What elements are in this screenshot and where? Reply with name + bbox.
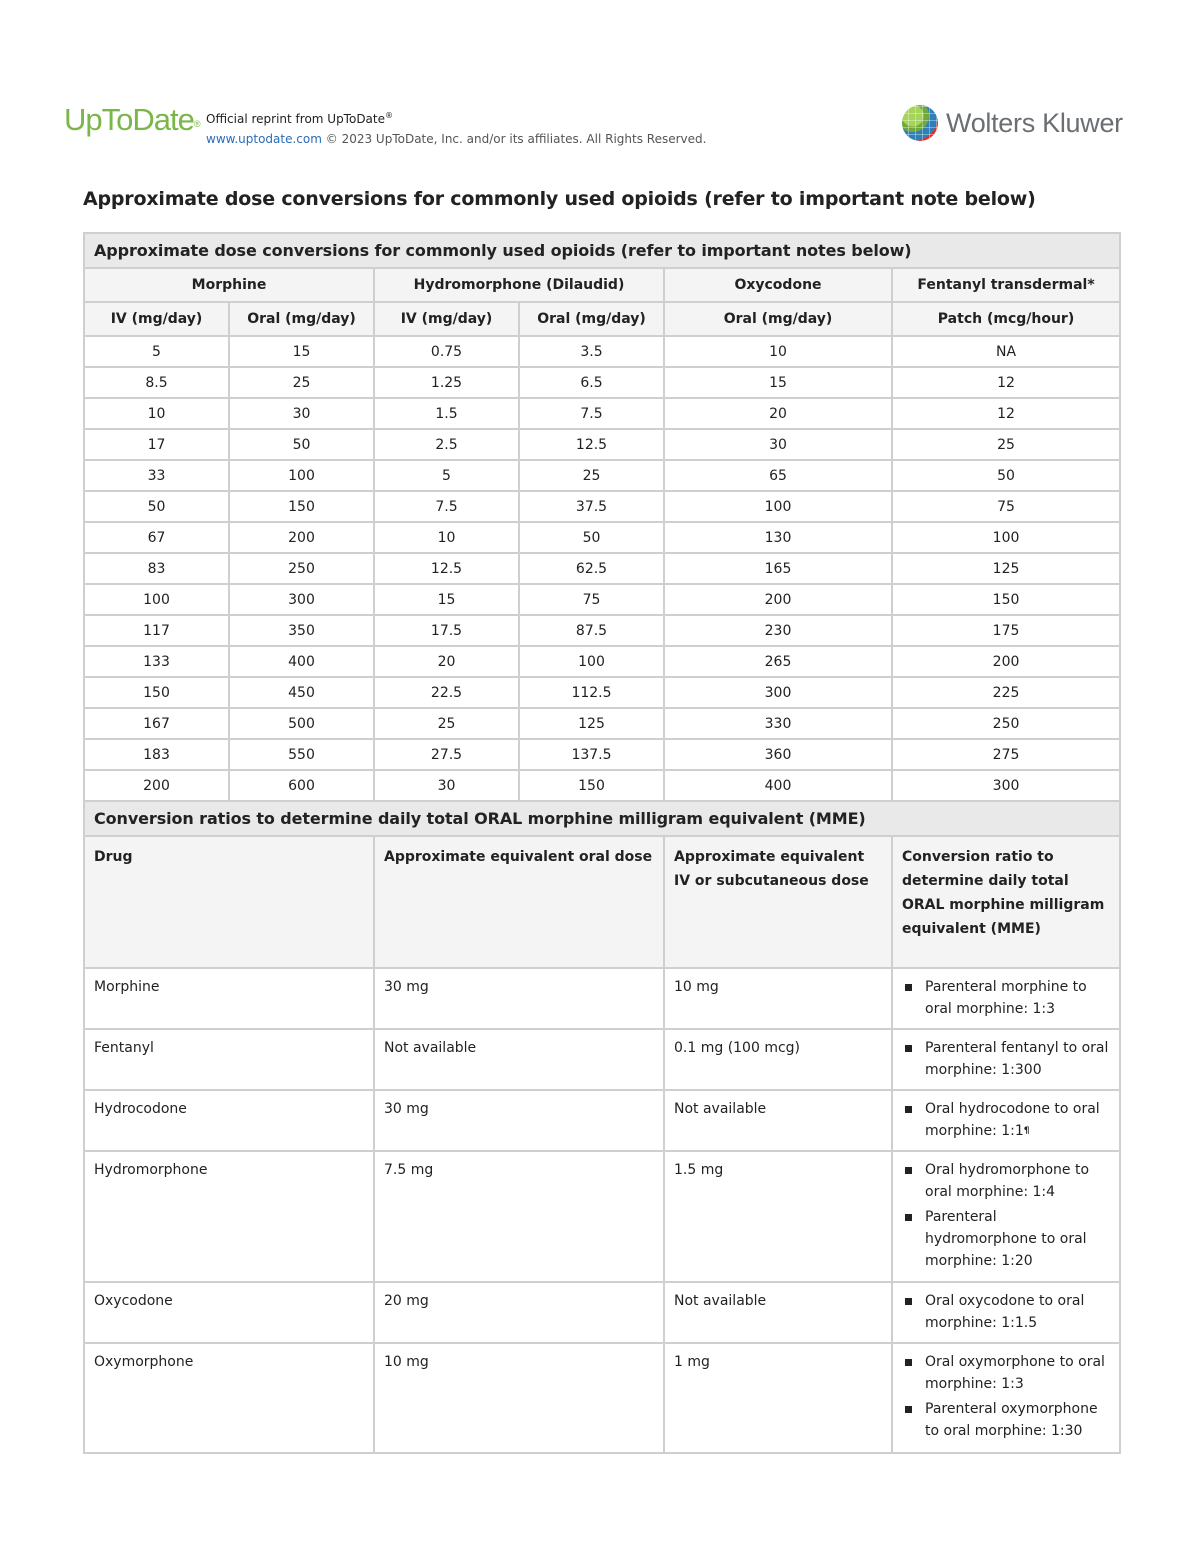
- table-cell: 1.25: [374, 367, 519, 398]
- ratio-list-item: [902, 1351, 1110, 1395]
- conversion-ratio-cell: [892, 1090, 1120, 1151]
- uptodate-link[interactable]: www.uptodate.com: [206, 132, 322, 146]
- table-row: [84, 1151, 1120, 1282]
- table-cell: 125: [892, 553, 1120, 584]
- table-cell: 175: [892, 615, 1120, 646]
- table-row: [84, 1282, 1120, 1343]
- column-header-oral-dose: Approximate equivalent oral dose: [374, 836, 664, 968]
- group-header: Fentanyl transdermal*: [892, 268, 1120, 302]
- table-cell: 17: [84, 429, 229, 460]
- table-cell: 10: [374, 522, 519, 553]
- table-row: [84, 398, 1120, 429]
- iv-dose-cell: 1.5 mg: [664, 1151, 892, 1282]
- table-cell: 100: [664, 491, 892, 522]
- iv-dose-cell: 0.1 mg (100 mcg): [664, 1029, 892, 1090]
- column-header: Oral (mg/day): [664, 302, 892, 336]
- reprint-notice: [206, 106, 706, 149]
- table-cell: 200: [664, 584, 892, 615]
- oral-dose-cell: 7.5 mg: [374, 1151, 664, 1282]
- table-cell: 150: [84, 677, 229, 708]
- table-row: [84, 739, 1120, 770]
- table-cell: 30: [229, 398, 374, 429]
- iv-dose-cell: 1 mg: [664, 1343, 892, 1453]
- table-cell: 67: [84, 522, 229, 553]
- table-cell: 112.5: [519, 677, 664, 708]
- table-cell: 165: [664, 553, 892, 584]
- column-header: IV (mg/day): [84, 302, 229, 336]
- ratio-text: Parenteral hydromorphone to oral morphine: 1:20: [925, 1209, 1087, 1269]
- ratio-list: [902, 1290, 1110, 1334]
- table-cell: 200: [229, 522, 374, 553]
- reprint-mark: ®: [385, 111, 393, 120]
- conversion-ratio-cell: [892, 968, 1120, 1029]
- ratio-list: [902, 1098, 1110, 1142]
- iv-dose-cell: 10 mg: [664, 968, 892, 1029]
- table-cell: 500: [229, 708, 374, 739]
- table-cell: 87.5: [519, 615, 664, 646]
- wolters-kluwer-logo: [902, 105, 1123, 141]
- ratio-list-item: [902, 1159, 1110, 1203]
- table-row: [84, 429, 1120, 460]
- table-row: [84, 584, 1120, 615]
- table-cell: 83: [84, 553, 229, 584]
- column-header-drug: Drug: [84, 836, 374, 968]
- publisher-name: Wolters Kluwer: [946, 107, 1123, 138]
- table-cell: 20: [664, 398, 892, 429]
- table-cell: NA: [892, 336, 1120, 367]
- ratio-text: Parenteral morphine to oral morphine: 1:3: [925, 979, 1087, 1017]
- oral-dose-cell: 10 mg: [374, 1343, 664, 1453]
- table-cell: 117: [84, 615, 229, 646]
- table-row: [84, 646, 1120, 677]
- wolters-kluwer-globe-icon: [902, 105, 938, 141]
- copyright-text: © 2023 UpToDate, Inc. and/or its affiliates. All Rights Reserved.: [325, 132, 707, 146]
- table-row: [84, 677, 1120, 708]
- table-cell: 17.5: [374, 615, 519, 646]
- ratio-list-item: [902, 1098, 1110, 1142]
- table-row: [84, 770, 1120, 801]
- table-cell: 12.5: [374, 553, 519, 584]
- table-cell: 150: [519, 770, 664, 801]
- table-cell: 250: [892, 708, 1120, 739]
- ratio-list-item: [902, 1206, 1110, 1272]
- table-cell: 167: [84, 708, 229, 739]
- footnote-mark: ¶: [1023, 1126, 1030, 1136]
- table-cell: 30: [664, 429, 892, 460]
- drug-name-cell: Morphine: [84, 968, 374, 1029]
- table-row: [84, 553, 1120, 584]
- table-cell: 265: [664, 646, 892, 677]
- oral-dose-cell: 20 mg: [374, 1282, 664, 1343]
- table-cell: 30: [374, 770, 519, 801]
- table-cell: 65: [664, 460, 892, 491]
- table-cell: 300: [664, 677, 892, 708]
- drug-name-cell: Hydromorphone: [84, 1151, 374, 1282]
- table-cell: 183: [84, 739, 229, 770]
- table-row: [84, 968, 1120, 1029]
- table-cell: 75: [892, 491, 1120, 522]
- ratio-text: Oral oxymorphone to oral morphine: 1:3: [925, 1354, 1105, 1392]
- table-cell: 100: [892, 522, 1120, 553]
- uptodate-logo: [64, 100, 201, 140]
- table-cell: 350: [229, 615, 374, 646]
- table-cell: 100: [229, 460, 374, 491]
- table1-section-title: Approximate dose conversions for commonly used opioids (refer to important notes below): [84, 233, 1120, 268]
- table-row: [84, 522, 1120, 553]
- ratio-list-item: [902, 1398, 1110, 1442]
- page-title: Approximate dose conversions for commonly used opioids (refer to important note below): [83, 188, 1036, 210]
- ratio-list-item: [902, 976, 1110, 1020]
- table-cell: 550: [229, 739, 374, 770]
- table-cell: 300: [229, 584, 374, 615]
- table-cell: 7.5: [519, 398, 664, 429]
- table-row: [84, 1029, 1120, 1090]
- table-cell: 50: [229, 429, 374, 460]
- table-cell: 330: [664, 708, 892, 739]
- table-cell: 7.5: [374, 491, 519, 522]
- column-header: IV (mg/day): [374, 302, 519, 336]
- oral-dose-cell: Not available: [374, 1029, 664, 1090]
- table-row: [84, 336, 1120, 367]
- table-cell: 25: [229, 367, 374, 398]
- table-cell: 3.5: [519, 336, 664, 367]
- table-cell: 133: [84, 646, 229, 677]
- ratio-text: Oral oxycodone to oral morphine: 1:1.5: [925, 1293, 1085, 1331]
- table-cell: 75: [519, 584, 664, 615]
- conversion-ratio-cell: [892, 1282, 1120, 1343]
- table-cell: 20: [374, 646, 519, 677]
- table-cell: 200: [892, 646, 1120, 677]
- table-cell: 12: [892, 398, 1120, 429]
- table-cell: 150: [892, 584, 1120, 615]
- ratio-list: [902, 1037, 1110, 1081]
- table-cell: 8.5: [84, 367, 229, 398]
- table-cell: 22.5: [374, 677, 519, 708]
- table-cell: 25: [892, 429, 1120, 460]
- table-row: [84, 615, 1120, 646]
- table-cell: 250: [229, 553, 374, 584]
- table-cell: 50: [519, 522, 664, 553]
- table-cell: 130: [664, 522, 892, 553]
- table-cell: 33: [84, 460, 229, 491]
- ratio-text: Oral hydrocodone to oral morphine: 1:1: [925, 1101, 1100, 1139]
- table-row: [84, 708, 1120, 739]
- table-cell: 15: [229, 336, 374, 367]
- ratio-text: Parenteral fentanyl to oral morphine: 1:300: [925, 1040, 1109, 1078]
- table-cell: 10: [84, 398, 229, 429]
- group-header: Oxycodone: [664, 268, 892, 302]
- table-cell: 400: [229, 646, 374, 677]
- brand-mark: ®: [193, 119, 201, 129]
- ratio-text: Parenteral oxymorphone to oral morphine: 1:30: [925, 1401, 1098, 1439]
- table-cell: 25: [519, 460, 664, 491]
- table-cell: 37.5: [519, 491, 664, 522]
- table-row: [84, 1090, 1120, 1151]
- column-header: Oral (mg/day): [519, 302, 664, 336]
- conversion-ratio-cell: [892, 1343, 1120, 1453]
- table-cell: 100: [84, 584, 229, 615]
- column-header: Oral (mg/day): [229, 302, 374, 336]
- table-cell: 125: [519, 708, 664, 739]
- opioid-conversion-table: [83, 232, 1121, 1454]
- table-row: [84, 460, 1120, 491]
- table-cell: 50: [84, 491, 229, 522]
- ratio-list-item: [902, 1290, 1110, 1334]
- table-row: [84, 1343, 1120, 1453]
- ratio-text: Oral hydromorphone to oral morphine: 1:4: [925, 1162, 1090, 1200]
- ratio-list-item: [902, 1037, 1110, 1081]
- table-cell: 5: [374, 460, 519, 491]
- table-cell: 5: [84, 336, 229, 367]
- ratio-list: [902, 1159, 1110, 1272]
- conversion-ratio-cell: [892, 1151, 1120, 1282]
- column-header-conversion-ratio: Conversion ratio to determine daily total ORAL morphine milligram equivalent (MME): [892, 836, 1120, 968]
- iv-dose-cell: Not available: [664, 1090, 892, 1151]
- table-row: [84, 367, 1120, 398]
- table-cell: 15: [664, 367, 892, 398]
- oral-dose-cell: 30 mg: [374, 1090, 664, 1151]
- table-cell: 50: [892, 460, 1120, 491]
- table-cell: 225: [892, 677, 1120, 708]
- conversion-ratio-cell: [892, 1029, 1120, 1090]
- table-cell: 12.5: [519, 429, 664, 460]
- reprint-line: Official reprint from UpToDate: [206, 112, 385, 126]
- group-header: Hydromorphone (Dilaudid): [374, 268, 664, 302]
- table-cell: 2.5: [374, 429, 519, 460]
- table2-section-title: Conversion ratios to determine daily total ORAL morphine milligram equivalent (MME): [84, 801, 1120, 836]
- oral-dose-cell: 30 mg: [374, 968, 664, 1029]
- table-cell: 0.75: [374, 336, 519, 367]
- table-cell: 230: [664, 615, 892, 646]
- group-header: Morphine: [84, 268, 374, 302]
- column-header: Patch (mcg/hour): [892, 302, 1120, 336]
- table-cell: 450: [229, 677, 374, 708]
- table-cell: 27.5: [374, 739, 519, 770]
- column-header-iv-dose: Approximate equivalent IV or subcutaneous dose: [664, 836, 892, 968]
- table-cell: 600: [229, 770, 374, 801]
- drug-name-cell: Hydrocodone: [84, 1090, 374, 1151]
- ratio-list: [902, 976, 1110, 1020]
- ratio-list: [902, 1351, 1110, 1442]
- table-cell: 25: [374, 708, 519, 739]
- table-cell: 275: [892, 739, 1120, 770]
- table-cell: 400: [664, 770, 892, 801]
- table-cell: 100: [519, 646, 664, 677]
- drug-name-cell: Fentanyl: [84, 1029, 374, 1090]
- brand-name: UpToDate: [64, 102, 194, 137]
- table-cell: 150: [229, 491, 374, 522]
- table-cell: 360: [664, 739, 892, 770]
- table-cell: 137.5: [519, 739, 664, 770]
- table-cell: 1.5: [374, 398, 519, 429]
- table-cell: 10: [664, 336, 892, 367]
- drug-name-cell: Oxycodone: [84, 1282, 374, 1343]
- table-cell: 300: [892, 770, 1120, 801]
- table-cell: 62.5: [519, 553, 664, 584]
- drug-name-cell: Oxymorphone: [84, 1343, 374, 1453]
- table-row: [84, 491, 1120, 522]
- iv-dose-cell: Not available: [664, 1282, 892, 1343]
- table-cell: 15: [374, 584, 519, 615]
- table-cell: 200: [84, 770, 229, 801]
- table-cell: 6.5: [519, 367, 664, 398]
- table-cell: 12: [892, 367, 1120, 398]
